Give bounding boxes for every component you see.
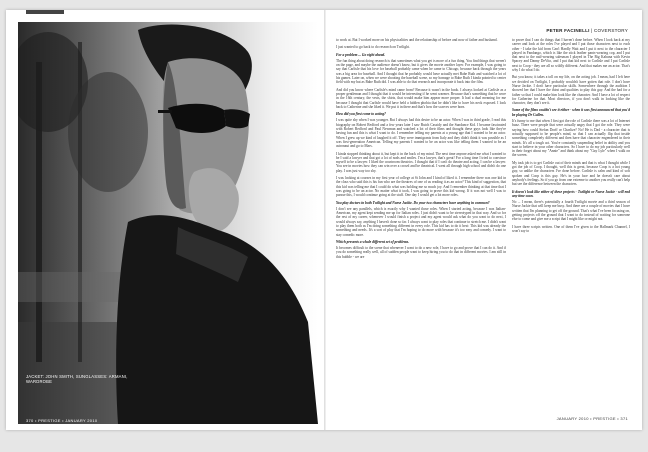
interview-question: Some of the films couldn't see it either - when it was first announced that you'd be playing Dr Cullen. (512, 108, 630, 117)
magazine-spread (6, 10, 642, 430)
running-header (526, 28, 628, 33)
page-gutter (324, 10, 326, 430)
corner-mark (26, 10, 64, 14)
interview-question: Which presents a whole different set of problems. (336, 239, 410, 244)
article-column-1 (336, 38, 506, 410)
header-section: COVERSTORY (594, 28, 628, 33)
article-paragraph: I was looking at courses in my first year of college at St John and I kind of liked it. I remember there was one kid in the class who said this is his fun who are the theatres of one of us reading it as an actor? This kind of suggestion, that this kid was telling me that I could do what was holding me so much joy. And I remember thinking at that time that I was going to be an actor. No matter what it took, I was going to prove this kid wrong. If it was not well I was to pursue this, I would continue going at the stuff. One day I would get a lot more roles. (336, 176, 506, 198)
article-paragraph: I was quite shy when I was younger. But I always had this desire to be an actor. When I was in third grade, I read this biography on Robert Redford and a few years later I saw Butch Cassidy and the Sundance Kid. I became fascinated with Robert Redford and Paul Newman and watched a lot of their films and thought these guys look like they're having fun and this is what I want to do. I remember telling my parents at a young age that I wanted to be an actor. When I grew up we kind of laughed it off. They were immigrants from Italy and they didn't think it was possible as I was first-generation American. Telling my parents I wanted to be an actor was like telling them I wanted to be an astronaut and go to Mars. (336, 118, 506, 149)
interview-question: You play doctors in both Twilight and Nurse Jackie. Do your two characters have anything in common? (336, 200, 490, 205)
article-paragraph: It becomes difficult to the scene that whenever I want to do a new role, I have to go and prove that I can do it. And if you do something really well, all of sudden people want to keep hiring you to do that in different movies. I am still in this bubble - we are (336, 246, 506, 259)
cover-photo (18, 22, 318, 424)
page-folio-right: JANUARY 2010 • PRESTIGE • 371 (556, 416, 628, 421)
article-paragraph: I have three scripts written. One of them I've given to the Hallmark Channel, I won't say to (512, 224, 630, 233)
article-paragraph: I kinda stopped thinking about it, but kept it in the back of my mind. The next time anyone asked me what I wanted to be I said a lawyer and that got a lot of nods and smiles. I'm a lawyer, that's great! For a long time I tried to convince myself to be a lawyer. I liked the courtroom theatrics. I thought that if I can't do theatre and acting, I can be a lawyer. You see in movies how they can win over a crowd and be theatrical. I went all through high school and didn't do one play. I was just way too shy. (336, 151, 506, 173)
interview-question: How did you first come to acting? (336, 112, 386, 117)
header-name: PETER FACINELLI (546, 28, 590, 33)
portrait-illustration (18, 22, 318, 424)
article-paragraph: I don't see any parallels, which is exactly why I wanted those roles. When I started acting, because I was Italian-American, my agent kept sending me up for Italian roles. I just didn't want to be stereotyped in that way. And so for the rest of my career, whenever I would finish a project and my agent would ask what do you want to do next, I would always say, anything I haven't done so far. I always want to play roles that continue to stretch me. I didn't want to play them both as I'm doing something different in every role. This kid has to do it best: This kid was already the something and needs. It's a sort of play that I'm hoping to do more with because it's too easy and comedy. I want to stay comedic more. (336, 206, 506, 237)
article-paragraph: I just wanted to go back to do research on Twilight. (336, 45, 410, 50)
article-paragraph: My task job is to get Carlisle out of their minds and that is what I thought while I got the job of Coop. I thought, well this is great, because Coop is a hot young guy, so unlike the characters I've done before. Carlisle is calm and kind of soft spoken and Coop is this guy. He's in your face and he doesn't care about anybody's feelings. So if you go from one extreme to another you really can't help but see the difference between the characters. (512, 160, 630, 187)
article-paragraph: to work at. But I worked more on his physicalities and the relationship of before and now of father and husband. (336, 38, 498, 42)
article-paragraph: to prove that I can do things that I haven't done before. When I look back at my career and look at the roles I've played and I put those characters next to each other - I take the kid from Can't Hardly Wait and I put it next to the character I played in Fandango, which is like the stick leather pants-wearing cop, and I put that next to the nail-wearing salesman I played in The Big Kahuna with Kevin Spacey and Danny DeVito, and I put that kid next to Carlisle and I put Carlisle next to Coop - they are all so wildly different. And that makes me an actor. That's why I do what I do. (512, 38, 630, 73)
article-paragraph: The fun thing about doing research is that sometimes what you get is more of a fun thing. You find things that weren't on the page, and maybe the audience doesn't know, but it gives the movie another layer. For example, I was going to say that Carlisle that his love for baseball probably came when he came to Chicago, because back through the years was a big area for baseball. And I thought that he probably would have actually met Babe Ruth and watched a lot of his games. Later on, when we were shooting the baseball scene, so my homage to Babe Ruth I kinda pointed to center field with my bat as Babe Ruth did. I was able to do that research and incorporate it back into the film. (336, 58, 506, 85)
interview-question: For a problem ... Go right ahead. (336, 52, 386, 57)
article-paragraph: No ... I mean, there's potentially a fourth Twilight movie and a third season of Nurse Jackie that will keep me busy. And there are a couple of movies that I have written that I'm planning to get off the ground. That's what I've been focusing on, getting projects off the ground that I want to do instead of waiting for someone else to come and give me a script that I might like or might not. (512, 200, 630, 222)
article-paragraph: It's funny to me that when I first got the role of Carlisle there was a lot of Internet buzz. There were people that were actually angry that I got the role. They were saying how could Stefan Dorff or Charlize? No! He is Dad - a character that is actually supposed to be people's mind, so that I can actually flip that inside something completely different and then have that character engendered in their minds. It's all a tough act. You're constantly suspending belief in ability and you start to believe in your other characters. So I have to do my job particularly well in their forget about my "Annie" and think about my "Gay Lyle" when I walk on the screen. (512, 119, 630, 158)
article-paragraph: But you know, it takes a toll on my life, on the acting job. I mean, had I left here we decided on Twilight, I probably wouldn't have gotten that role. I don't have Nurse Jackie. I don't have particular skills. Somewhere through the audition I showed her that I have the thirst and qualities to play this guy. And the bad for a father so that I could make him look like the character. And I have a lot of respect for Catherine for that. Most directors, if you don't walk in looking like the character, they don't see it. (512, 75, 630, 106)
interview-question: It doesn't look like either of these projects - Twilight or Nurse Jackie - will end any time soon. (512, 189, 630, 198)
page-folio-left: 370 • PRESTIGE • JANUARY 2010 (26, 418, 98, 423)
photo-caption: JACKET: JOHN SMITH, SUNGLASSES: ARMANI, WARDROBE (26, 374, 128, 384)
header-separator: | (591, 28, 594, 33)
article-column-2 (512, 38, 630, 410)
article-paragraph: And did you know where Carlisle's mind came from? Because it wasn't in the book. I always looked at Carlisle as a proper gentleman and I thought that it would be interesting if he went warmer. Because that's something that he wore in the 16th century, the vests, the shirts, that would make him appear more proper. It had a dual meaning for me because I thought that Carlisle would have held a hidden phobia that he didn't like to have his neck exposed. I look back to Catherine and she liked it. We put it in there and that's how the scarves were born. (336, 87, 506, 109)
